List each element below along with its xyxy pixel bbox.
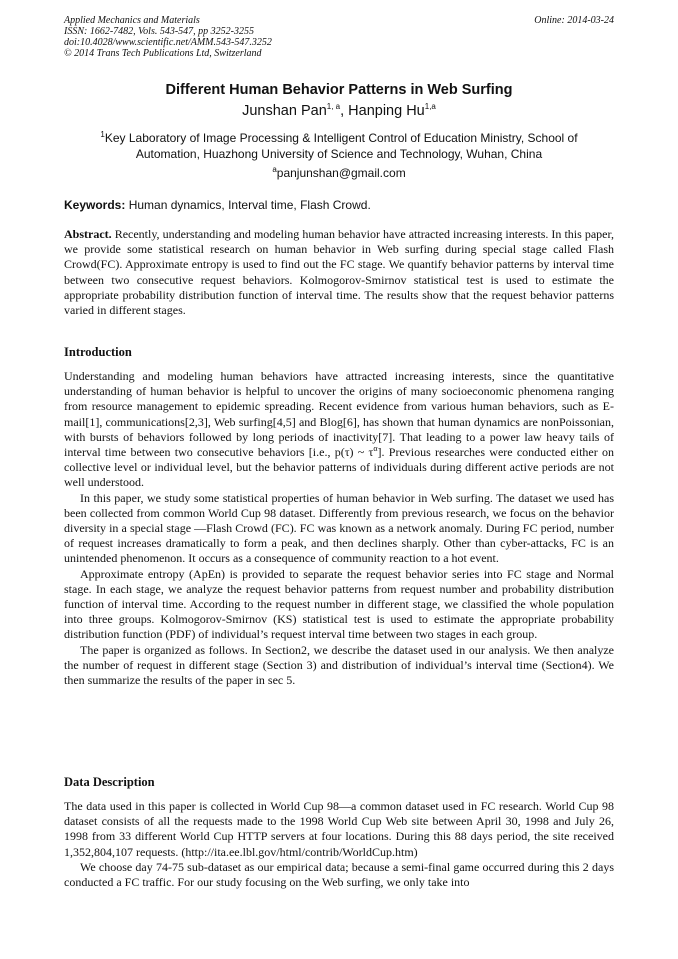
paper-title: Different Human Behavior Patterns in Web Surfing [165, 82, 513, 98]
abstract-text: Recently, understanding and modeling human behavior have attracted increasing interests. In this paper, we provide some statistical research on human behavior in Web surfing during special stage called Flash Crowd(FC). Approximate entropy is used to find out the FC stage. We quantify behavior patterns by interval time between two consecutive request behaviors. Kolmogorov-Smirnov statistical test is used to estimate the appropriate probability distribution function of interval time. The results show that the request behavior patterns varied in different stages. [64, 227, 614, 318]
introduction-heading: Introduction [64, 345, 132, 359]
intro-p1-text-a: Understanding and modeling human behaviors have attracted increasing interests, since the quantitative understanding of human behavior is helpful to uncover the origins of many socioeconomic phenomena ranging from resource management to epidemic spreading. Recent evidence from various human behaviors, such as E-mail[1], communications[2,3], Web surfing[4,5] and Blog[6], has shown that human dynamics are nonPoissonian, with bursts of behaviors followed by long periods of inactivity[7]. That leading to a power law heavy tails of interval time between two consecutive behaviors [i.e., p(τ) ~ τ [64, 369, 614, 460]
intro-paragraph-1 [64, 369, 614, 491]
doi-line: doi:10.4028/www.scientific.net/AMM.543-547.3252 [64, 37, 272, 48]
author-line [0, 103, 678, 119]
data-description-heading: Data Description [64, 775, 155, 789]
data-description-body [64, 799, 614, 890]
copyright-line: © 2014 Trans Tech Publications Ltd, Switzerland [64, 48, 262, 59]
email-address: panjunshan@gmail.com [276, 166, 406, 180]
data-paragraph-2: We choose day 74-75 sub-dataset as our empirical data; because a semi-final game occurred during this 2 days conducted a FC traffic. For our study focusing on the Web surfing, we only take into [64, 859, 614, 890]
keywords [64, 198, 614, 212]
intro-paragraph-3: Approximate entropy (ApEn) is provided to separate the request behavior series into FC stage and Normal stage. In each stage, we analyze the request behavior patterns from request number and probability distribution function of interval time. According to the request number in different stage, we classified the whole population into three groups. Kolmogorov-Smirnov (KS) statistical test is used to estimate the appropriate probability distribution function (PDF) of individual’s request interval time between two stages in each group. [64, 566, 614, 642]
online-date: Online: 2014-03-24 [534, 15, 614, 26]
intro-paragraph-2: In this paper, we study some statistical properties of human behavior in Web surfing. The dataset we used has been collected from common World Cup 98 dataset. Differently from previous research, we focus on the behavior diversity in a special stage —Flash Crowd (FC). FC was known as a network anomaly. During FC period, number of request increases dramatically to form a peak, and then declines sharply. Other than cyber-attacks, FC is an unintended phenomenon. It occurs as a consequence of community reaction to a hot event. [64, 490, 614, 566]
intro-paragraph-4: The paper is organized as follows. In Section2, we describe the dataset used in our analysis. We then analyze the number of request in different stage (Section 3) and distribution of individual’s interval time (Section4). We then summarize the results of the paper in sec 5. [64, 642, 614, 688]
affiliation-mark: 1 [100, 130, 105, 139]
email-line [0, 166, 678, 180]
author-2-affiliation-mark: 1,a [424, 102, 436, 112]
affiliation-text: Key Laboratory of Image Processing & Intelligent Control of Education Ministry, School of Automation, Huazhong University of Science and Technology, Wuhan, China [104, 131, 578, 161]
author-2: Hanping Hu [348, 103, 425, 119]
abstract [64, 227, 614, 318]
issn-line: ISSN: 1662-7482, Vols. 543-547, pp 3252-3255 [64, 26, 254, 37]
data-paragraph-1: The data used in this paper is collected in World Cup 98—a common dataset used in FC research. World Cup 98 dataset consists of all the requests made to the 1998 World Cup Web site between April 30, 1998 and July 26, 1998 from 33 different World Cup HTTP servers at four locations. During this 88 days period, the site received 1,352,804,107 requests. (http://ita.ee.lbl.gov/html/contrib/WorldCup.htm) [64, 799, 614, 859]
email-mark: a [272, 165, 277, 174]
journal-header [64, 15, 272, 59]
keywords-text: Human dynamics, Interval time, Flash Crowd. [125, 198, 371, 212]
keywords-label: Keywords: [64, 198, 126, 212]
intro-p1-text-b: ]. Previous researches were conducted either on collective level or individual level, but the behavior patterns of individuals during different active periods are not well understood. [64, 445, 614, 490]
affiliation [90, 130, 588, 162]
author-1-affiliation-mark: 1, a [326, 102, 341, 112]
intro-p1-exponent: α [373, 444, 378, 454]
author-separator: , [340, 103, 349, 119]
journal-name: Applied Mechanics and Materials [64, 15, 200, 26]
abstract-label: Abstract. [64, 227, 112, 241]
author-1: Junshan Pan [242, 103, 327, 119]
introduction-body [64, 369, 614, 688]
